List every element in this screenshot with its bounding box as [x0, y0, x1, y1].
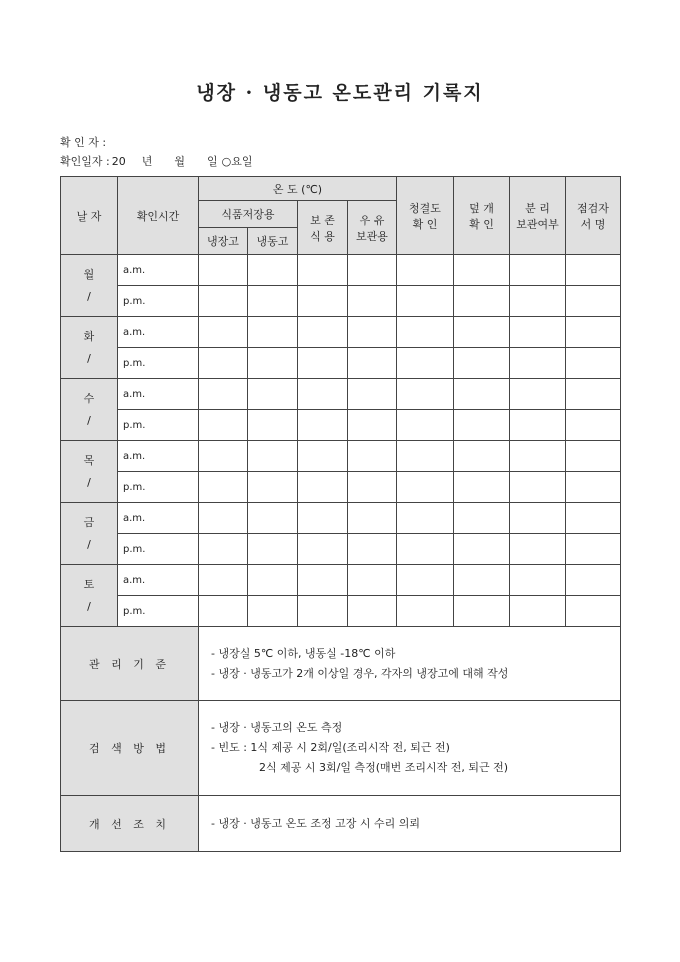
entry-cell[interactable] [566, 286, 621, 317]
date-label: 확인일자 : [60, 155, 110, 168]
entry-cell[interactable] [348, 286, 397, 317]
entry-cell[interactable] [298, 596, 348, 627]
entry-cell[interactable] [199, 286, 248, 317]
entry-cell[interactable] [298, 348, 348, 379]
entry-cell[interactable] [397, 534, 454, 565]
confirmer-label: 확 인 자 : [60, 136, 107, 149]
day-cell [61, 503, 118, 565]
header-freezer: 냉동고 [248, 228, 298, 255]
entry-cell[interactable] [566, 441, 621, 472]
time-am: a.m. [118, 379, 199, 410]
entry-cell[interactable] [510, 379, 566, 410]
entry-cell[interactable] [454, 317, 510, 348]
time-pm: p.m. [118, 286, 199, 317]
header-fridge: 냉장고 [199, 228, 248, 255]
entry-cell[interactable] [566, 255, 621, 286]
entry-cell[interactable] [248, 565, 298, 596]
day-slash: / [87, 599, 91, 613]
time-am: a.m. [118, 255, 199, 286]
entry-cell[interactable] [248, 379, 298, 410]
entry-cell[interactable] [298, 255, 348, 286]
header-cover-line1: 덮 개 [469, 201, 494, 215]
header-sample-line1: 보 존 [310, 213, 335, 227]
header-time: 확인시간 [118, 177, 199, 255]
day-slash: / [87, 351, 91, 365]
entry-cell[interactable] [248, 503, 298, 534]
header-cover-line2: 확 인 [469, 217, 494, 231]
action-label: 개 선 조 치 [61, 796, 199, 852]
header-sample [298, 201, 348, 255]
day-cell [61, 441, 118, 503]
day-name: 화 [83, 329, 95, 343]
method-line-2: - 빈도 : 1식 제공 시 2회/일(조리시작 전, 퇴근 전) [211, 741, 450, 754]
entry-cell[interactable] [454, 379, 510, 410]
entry-cell[interactable] [199, 503, 248, 534]
temperature-log-table [60, 176, 621, 852]
year-value: 20 [111, 155, 126, 168]
entry-cell[interactable] [298, 317, 348, 348]
day-cell [61, 379, 118, 441]
entry-cell[interactable] [454, 503, 510, 534]
entry-cell[interactable] [199, 472, 248, 503]
entry-cell[interactable] [454, 534, 510, 565]
entry-cell[interactable] [248, 534, 298, 565]
time-am: a.m. [118, 317, 199, 348]
entry-cell[interactable] [510, 348, 566, 379]
entry-cell[interactable] [454, 441, 510, 472]
method-line-1: - 냉장 · 냉동고의 온도 측정 [211, 721, 343, 734]
header-cover [454, 177, 510, 255]
entry-cell[interactable] [248, 410, 298, 441]
criteria-line-2: - 냉장 · 냉동고가 2개 이상일 경우, 각자의 냉장고에 대해 작성 [211, 666, 509, 680]
entry-cell[interactable] [566, 410, 621, 441]
day-cell [61, 317, 118, 379]
header-milk [348, 201, 397, 255]
entry-cell[interactable] [397, 348, 454, 379]
entry-cell[interactable] [510, 255, 566, 286]
entry-cell[interactable] [348, 255, 397, 286]
entry-cell[interactable] [348, 317, 397, 348]
entry-cell[interactable] [199, 348, 248, 379]
entry-cell[interactable] [397, 255, 454, 286]
day-slash: / [87, 475, 91, 489]
entry-cell[interactable] [510, 565, 566, 596]
criteria-text [199, 627, 621, 701]
entry-cell[interactable] [510, 534, 566, 565]
header-temperature: 온 도 (℃) [199, 177, 397, 201]
header-separate-line2: 보관여부 [516, 217, 559, 231]
year-unit: 년 [141, 155, 153, 168]
entry-cell[interactable] [510, 410, 566, 441]
entry-cell[interactable] [566, 317, 621, 348]
month-unit: 월 [174, 155, 185, 168]
entry-cell[interactable] [348, 534, 397, 565]
confirmer-line [60, 134, 106, 150]
entry-cell[interactable] [199, 410, 248, 441]
header-milk-line2: 보관용 [356, 229, 388, 243]
page-title: 냉장 · 냉동고 온도관리 기록지 [196, 82, 484, 104]
header-cleanliness [397, 177, 454, 255]
entry-cell[interactable] [397, 472, 454, 503]
time-pm: p.m. [118, 534, 199, 565]
day-rows [61, 255, 621, 627]
entry-cell[interactable] [248, 286, 298, 317]
entry-cell[interactable] [248, 441, 298, 472]
header-cleanliness-line1: 청결도 [409, 201, 441, 215]
entry-cell[interactable] [566, 472, 621, 503]
entry-cell[interactable] [454, 410, 510, 441]
time-am: a.m. [118, 441, 199, 472]
entry-cell[interactable] [454, 348, 510, 379]
day-name: 토 [83, 577, 95, 591]
entry-cell[interactable] [566, 534, 621, 565]
entry-cell[interactable] [348, 596, 397, 627]
entry-cell[interactable] [248, 472, 298, 503]
header-sample-line2: 식 용 [310, 229, 335, 243]
weekday-unit: ○요일 [221, 155, 253, 168]
entry-cell[interactable] [397, 286, 454, 317]
day-cell [61, 565, 118, 627]
header-food-storage: 식품저장용 [199, 201, 298, 228]
entry-cell[interactable] [298, 286, 348, 317]
entry-cell[interactable] [348, 472, 397, 503]
entry-cell[interactable] [510, 441, 566, 472]
header-date: 날 자 [61, 177, 118, 255]
day-unit: 일 [207, 155, 218, 168]
entry-cell[interactable] [248, 596, 298, 627]
criteria-line-1: - 냉장실 5℃ 이하, 냉동실 -18℃ 이하 [211, 646, 396, 660]
time-pm: p.m. [118, 472, 199, 503]
action-text: - 냉장 · 냉동고 온도 조정 고장 시 수리 의뢰 [199, 796, 621, 852]
entry-cell[interactable] [510, 596, 566, 627]
entry-cell[interactable] [298, 472, 348, 503]
entry-cell[interactable] [454, 286, 510, 317]
entry-cell[interactable] [397, 410, 454, 441]
entry-cell[interactable] [397, 317, 454, 348]
entry-cell[interactable] [566, 379, 621, 410]
entry-cell[interactable] [510, 472, 566, 503]
entry-cell[interactable] [566, 596, 621, 627]
entry-cell[interactable] [298, 441, 348, 472]
time-am: a.m. [118, 503, 199, 534]
entry-cell[interactable] [454, 472, 510, 503]
entry-cell[interactable] [199, 534, 248, 565]
entry-cell[interactable] [298, 379, 348, 410]
entry-cell[interactable] [199, 441, 248, 472]
header-signer-line1: 점검자 [577, 201, 609, 215]
method-line-3: 2식 제공 시 3회/일 측정(매번 조리시작 전, 퇴근 전) [259, 761, 509, 774]
day-name: 월 [83, 267, 95, 281]
method-label: 검 색 방 법 [61, 701, 199, 796]
entry-cell[interactable] [510, 286, 566, 317]
header-cleanliness-line2: 확 인 [412, 217, 438, 231]
date-line [60, 153, 267, 169]
entry-cell[interactable] [454, 596, 510, 627]
header-signer [566, 177, 621, 255]
entry-cell[interactable] [199, 317, 248, 348]
day-name: 수 [83, 391, 95, 405]
entry-cell[interactable] [454, 565, 510, 596]
header-separate [510, 177, 566, 255]
entry-cell[interactable] [348, 379, 397, 410]
time-pm: p.m. [118, 348, 199, 379]
entry-cell[interactable] [199, 255, 248, 286]
entry-cell[interactable] [397, 503, 454, 534]
entry-cell[interactable] [348, 410, 397, 441]
criteria-label: 관 리 기 준 [61, 627, 199, 701]
day-slash: / [87, 289, 91, 303]
entry-cell[interactable] [397, 379, 454, 410]
time-pm: p.m. [118, 596, 199, 627]
day-cell [61, 255, 118, 317]
day-slash: / [87, 413, 91, 427]
entry-cell[interactable] [397, 565, 454, 596]
entry-cell[interactable] [566, 503, 621, 534]
entry-cell[interactable] [248, 348, 298, 379]
day-name: 금 [83, 515, 95, 529]
entry-cell[interactable] [298, 503, 348, 534]
day-slash: / [87, 537, 91, 551]
header-separate-line1: 분 리 [525, 201, 550, 215]
entry-cell[interactable] [348, 503, 397, 534]
entry-cell[interactable] [199, 379, 248, 410]
header-milk-line1: 우 유 [359, 213, 385, 227]
entry-cell[interactable] [397, 596, 454, 627]
entry-cell[interactable] [454, 255, 510, 286]
entry-cell[interactable] [397, 441, 454, 472]
time-am: a.m. [118, 565, 199, 596]
entry-cell[interactable] [348, 565, 397, 596]
entry-cell[interactable] [298, 534, 348, 565]
entry-cell[interactable] [566, 565, 621, 596]
entry-cell[interactable] [566, 348, 621, 379]
entry-cell[interactable] [510, 317, 566, 348]
entry-cell[interactable] [510, 503, 566, 534]
entry-cell[interactable] [348, 348, 397, 379]
method-text [199, 701, 621, 796]
entry-cell[interactable] [248, 317, 298, 348]
entry-cell[interactable] [199, 596, 248, 627]
day-name: 목 [83, 453, 95, 467]
entry-cell[interactable] [248, 255, 298, 286]
entry-cell[interactable] [298, 410, 348, 441]
header-signer-line2: 서 명 [580, 217, 606, 231]
entry-cell[interactable] [348, 441, 397, 472]
time-pm: p.m. [118, 410, 199, 441]
entry-cell[interactable] [199, 565, 248, 596]
entry-cell[interactable] [298, 565, 348, 596]
